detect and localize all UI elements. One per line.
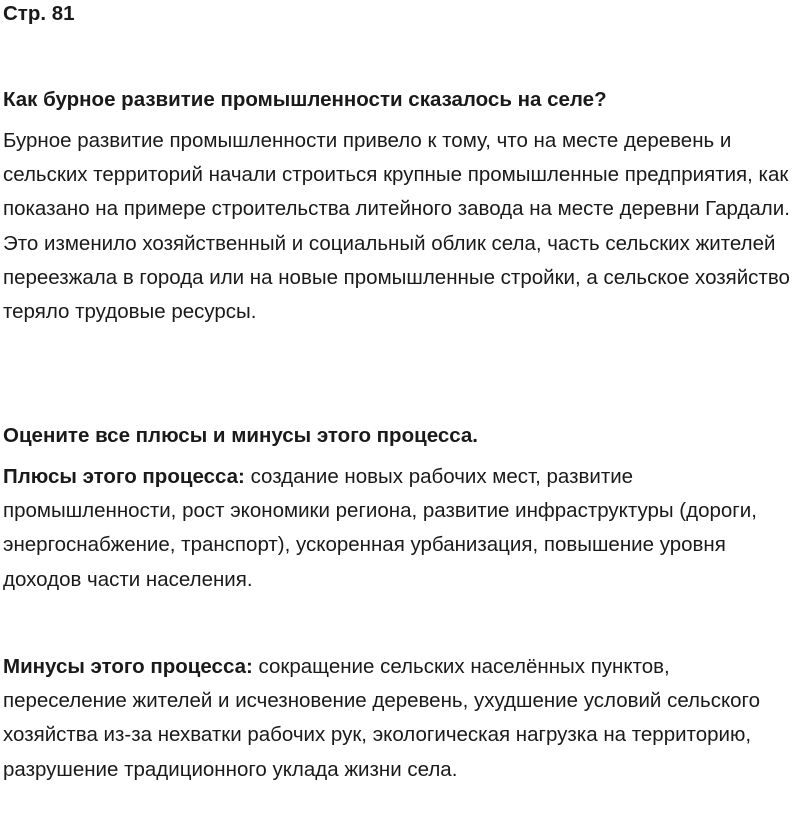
- cons-label: Минусы этого процесса:: [3, 655, 253, 678]
- pros-paragraph: [3, 460, 798, 597]
- pros-label: Плюсы этого процесса:: [3, 465, 245, 488]
- pros-text: создание новых рабочих мест, развитие промышленности, рост экономики региона, развитие инфраструктуры (дороги, энергоснабжение, транспорт), ускоренная урбанизация, повышение уровня доходов части населения.: [3, 465, 757, 591]
- question-1-title: Как бурное развитие промышленности сказалось на селе?: [3, 88, 607, 111]
- question-2-title: Оцените все плюсы и минусы этого процесса.: [3, 424, 478, 447]
- page-number: Стр. 81: [3, 2, 75, 25]
- question-1-answer: Бурное развитие промышленности привело к тому, что на месте деревень и сельских территорий начали строиться крупные промышленные предприятия, как показано на примере строительства литейного завода на месте деревни Гардали. Это изменило хозяйственный и социальный облик села, часть сельских жителей переезжала в города или на новые промышленные стройки, а сельское хозяйство теряло трудовые ресурсы.: [3, 129, 790, 324]
- cons-text: сокращение сельских населённых пунктов, переселение жителей и исчезновение деревень, ухудшение условий сельского хозяйства из-за нехватки рабочих рук, экологическая нагрузка на территорию, разрушение традиционного уклада жизни села.: [3, 655, 760, 781]
- cons-paragraph: [3, 650, 798, 787]
